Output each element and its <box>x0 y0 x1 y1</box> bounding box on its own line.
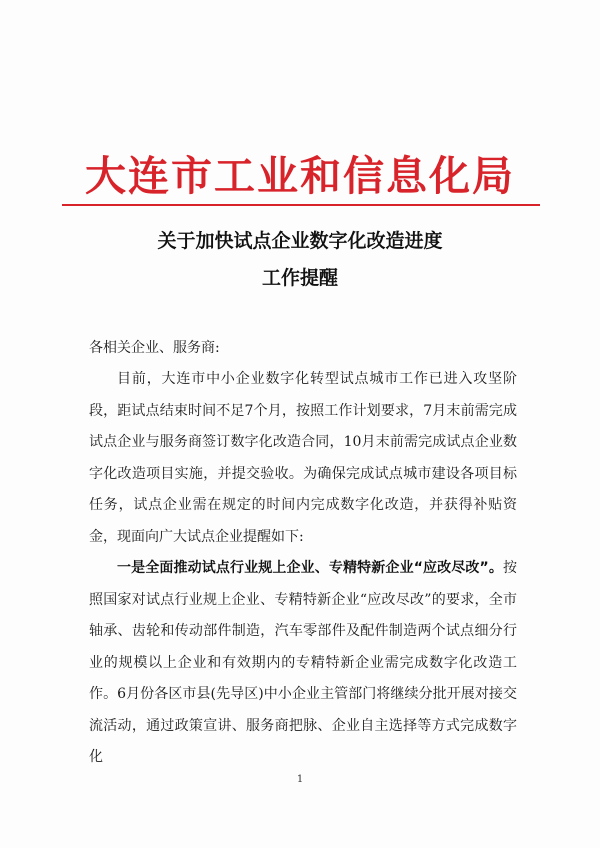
salutation: 各相关企业、服务商: <box>89 340 220 356</box>
letterhead-red-rule <box>62 204 540 206</box>
document-title-line1: 关于加快试点企业数字化改造进度 <box>157 230 443 252</box>
page-number: 1 <box>296 774 304 785</box>
paragraph-1: 目前，大连市中小企业数字化转型试点城市工作已进入攻坚阶段，距试点结束时间不足7个月，按照工作计划要求，7月末前需完成试点企业与服务商签订数字化改造合同，10月末前需完成试点企业数字化改造项目实施，并提交验收。为确保完成试点城市建设各项目标任务，试点企业需在规定的时间内完成数字化改造，并获得补贴资金，现面向广大试点企业提醒如下: <box>89 371 517 545</box>
paragraph-2 <box>89 553 517 774</box>
paragraph-2-lead: 一是全面推动试点行业规上企业、专精特新企业“应改尽改”。 <box>117 560 503 576</box>
letterhead-agency-name: 大连市工业和信息化局 <box>85 152 515 200</box>
paragraph-2-rest: 按照国家对试点行业规上企业、专精特新企业“应改尽改”的要求，全市轴承、齿轮和传动部件制造，汽车零部件及配件制造两个试点细分行业的规模以上企业和有效期内的专精特新企业需完成数字化改造工作。6月份各区市县(先导区)中小企业主管部门将继续分批开展对接交流活动，通过政策宣讲、服务商把脉、企业自主选择等方式完成数字化 <box>89 560 517 765</box>
document-title-line2: 工作提醒 <box>261 267 338 289</box>
